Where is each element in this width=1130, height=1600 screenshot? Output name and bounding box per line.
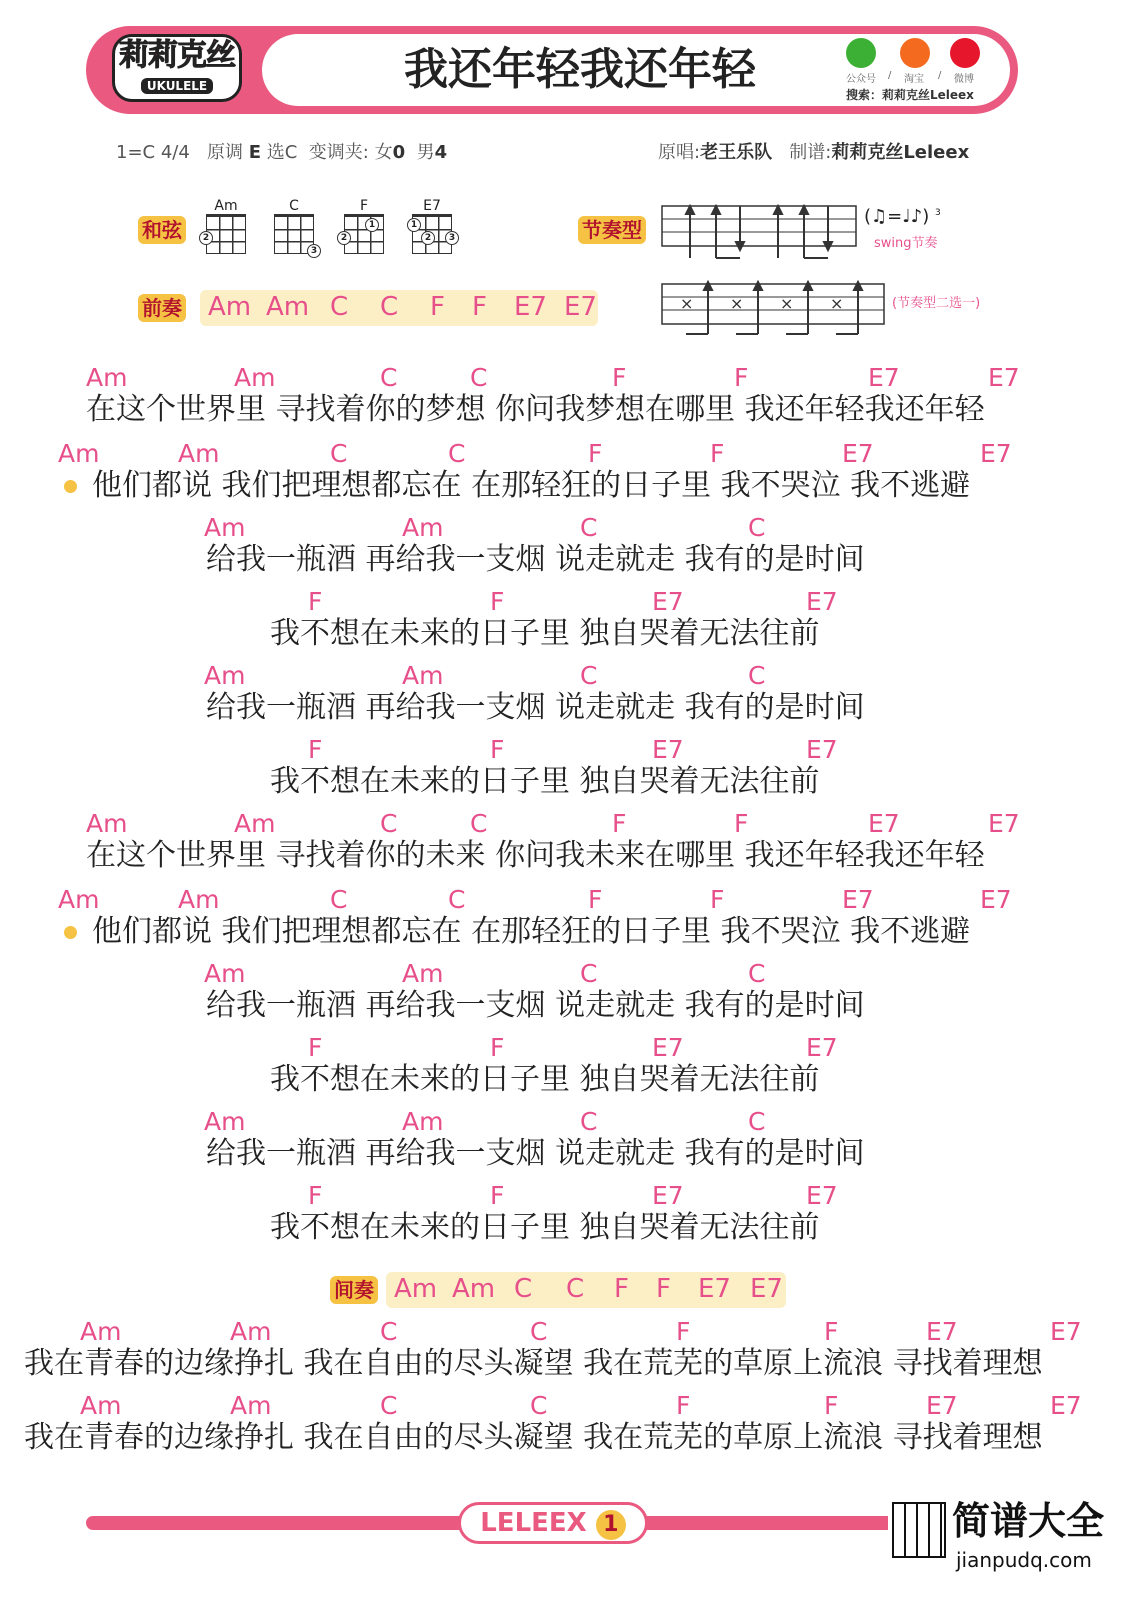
- wechat-label: 公众号: [846, 74, 876, 85]
- swing-label: swing节奏: [874, 236, 938, 251]
- chord-label: Am: [80, 1391, 122, 1420]
- singer-label: 原唱:: [658, 142, 701, 163]
- chord-label: Am: [402, 959, 444, 988]
- chord-label: E7: [1050, 1317, 1082, 1346]
- finger-dot: 3: [307, 244, 321, 258]
- chord-label: F: [308, 735, 323, 764]
- credits-info: [658, 138, 969, 164]
- maker-label: 制谱:: [789, 142, 832, 163]
- chord-label: E7: [868, 809, 900, 838]
- chord-label: E7: [988, 363, 1020, 392]
- lyric-line: 我不想在未来的日子里 独自哭着无法往前: [270, 1062, 820, 1097]
- lyric-line: 他们都说 我们把理想都忘在 在那轻狂的日子里 我不哭泣 我不逃避: [92, 468, 971, 503]
- chord-label: Am: [234, 809, 276, 838]
- chord-label: E7: [652, 587, 684, 616]
- chord-label: F: [612, 363, 627, 392]
- prelude-tag: 前奏: [138, 294, 186, 322]
- chord-label: Am: [402, 661, 444, 690]
- strip-chord-label: Am: [452, 1274, 496, 1304]
- chord-label: Am: [86, 809, 128, 838]
- chord-label: C: [748, 959, 766, 988]
- chord-label: C: [530, 1317, 548, 1346]
- lyric-line: 我不想在未来的日子里 独自哭着无法往前: [270, 1210, 820, 1245]
- chosen-key-label: 选: [266, 142, 285, 163]
- chord-label: E7: [842, 885, 874, 914]
- swing-triplet-mark: 3: [934, 208, 941, 218]
- svg-text:×: ×: [830, 294, 844, 313]
- chord-label: E7: [926, 1317, 958, 1346]
- strip-chord-label: E7: [514, 292, 547, 322]
- chord-label: C: [530, 1391, 548, 1420]
- section-bullet: [64, 480, 77, 493]
- piano-logo-icon: [892, 1502, 946, 1558]
- orig-key-label: 原调: [206, 142, 243, 163]
- rhythm-pattern-1: [660, 202, 860, 262]
- capo-label: 变调夹:: [308, 142, 369, 163]
- chord-label: C: [380, 809, 398, 838]
- chord-label: C: [748, 1107, 766, 1136]
- strip-chord-label: E7: [750, 1274, 783, 1304]
- chord-label: F: [734, 363, 749, 392]
- chord-label: C: [470, 809, 488, 838]
- lyric-line: 在这个世界里 寻找着你的未来 你问我未来在哪里 我还年轻我还年轻: [86, 838, 985, 873]
- rhythm-pattern-2: [660, 278, 890, 338]
- chord-label: F: [588, 885, 603, 914]
- chord-label: E7: [652, 1033, 684, 1062]
- chord-label: E7: [806, 1181, 838, 1210]
- chord-label: E7: [980, 885, 1012, 914]
- svg-text:×: ×: [730, 294, 744, 313]
- chord-label: Am: [204, 959, 246, 988]
- chord-label: F: [490, 1181, 505, 1210]
- chord-diagram-name: F: [359, 198, 369, 214]
- chord-label: Am: [80, 1317, 122, 1346]
- strip-chord-label: F: [430, 292, 445, 322]
- lyric-line: 他们都说 我们把理想都忘在 在那轻狂的日子里 我不哭泣 我不逃避: [92, 914, 971, 949]
- page-number: 1: [596, 1510, 626, 1540]
- strip-chord-label: F: [656, 1274, 671, 1304]
- chord-label: C: [448, 885, 466, 914]
- chord-label: Am: [230, 1391, 272, 1420]
- strip-chord-label: E7: [698, 1274, 731, 1304]
- strip-chord-label: C: [566, 1274, 585, 1304]
- orig-key: E: [248, 142, 261, 163]
- chord-label: Am: [204, 513, 246, 542]
- male-label: 男: [416, 142, 435, 163]
- female-label: 女: [374, 142, 393, 163]
- chord-label: C: [380, 1317, 398, 1346]
- fretboard-grid: [410, 214, 456, 254]
- section-bullet: [64, 926, 77, 939]
- chord-label: F: [490, 587, 505, 616]
- fretboard-grid: [274, 214, 318, 256]
- song-title: 我还年轻我还年轻: [404, 44, 756, 95]
- chord-label: C: [580, 513, 598, 542]
- chord-label: Am: [234, 363, 276, 392]
- chord-label: Am: [58, 885, 100, 914]
- taobao-label: 淘宝: [904, 74, 924, 85]
- chord-label: Am: [230, 1317, 272, 1346]
- chord-label: C: [330, 885, 348, 914]
- chord-diagram-f: [340, 198, 384, 254]
- strip-chord-label: F: [614, 1274, 629, 1304]
- chord-label: F: [588, 439, 603, 468]
- logo-subtext: UKULELE: [141, 78, 213, 94]
- chord-label: F: [710, 885, 725, 914]
- chord-label: F: [308, 1181, 323, 1210]
- key-time: 1=C 4/4: [116, 142, 190, 163]
- chord-label: F: [308, 1033, 323, 1062]
- fretboard-grid: [202, 214, 246, 254]
- chord-label: Am: [402, 1107, 444, 1136]
- strip-chord-label: E7: [564, 292, 597, 322]
- chord-diagram-am: [202, 198, 246, 254]
- chord-label: Am: [204, 661, 246, 690]
- chord-label: E7: [988, 809, 1020, 838]
- svg-text:×: ×: [780, 294, 794, 313]
- maker: 莉莉克丝Leleex: [831, 142, 970, 163]
- lyric-line: 给我一瓶酒 再给我一支烟 说走就走 我有的是时间: [206, 988, 865, 1023]
- swing-formula-text: (♫=♩♪): [864, 206, 930, 227]
- chord-diagram-name: C: [289, 198, 299, 214]
- lyric-line: 给我一瓶酒 再给我一支烟 说走就走 我有的是时间: [206, 542, 865, 577]
- rhythm-tag: 节奏型: [578, 216, 646, 244]
- chord-label: E7: [652, 735, 684, 764]
- chords-tag: 和弦: [138, 216, 186, 244]
- chord-label: E7: [868, 363, 900, 392]
- chord-label: E7: [1050, 1391, 1082, 1420]
- chord-label: Am: [178, 885, 220, 914]
- chord-label: F: [490, 735, 505, 764]
- lyric-line: 在这个世界里 寻找着你的梦想 你问我梦想在哪里 我还年轻我还年轻: [86, 392, 985, 427]
- chord-label: C: [580, 959, 598, 988]
- brand-logo: [112, 34, 242, 102]
- singer: 老王乐队: [700, 142, 773, 163]
- chord-label: E7: [806, 1033, 838, 1062]
- chord-label: F: [612, 809, 627, 838]
- chord-label: C: [380, 1391, 398, 1420]
- chord-label: C: [330, 439, 348, 468]
- strip-chord-label: C: [380, 292, 399, 322]
- search-hint: 搜索：莉莉克丝Leleex: [846, 88, 974, 102]
- svg-text:×: ×: [680, 294, 694, 313]
- rhythm-alt-note: (节奏型二选一): [892, 296, 981, 311]
- weibo-icon: [950, 38, 980, 68]
- chord-label: F: [490, 1033, 505, 1062]
- weibo-label: 微博: [954, 74, 974, 85]
- chord-label: Am: [402, 513, 444, 542]
- chosen-key: C: [284, 142, 298, 163]
- fretboard-grid: [340, 214, 384, 254]
- site-title: 简谱大全: [952, 1499, 1105, 1543]
- strip-chord-label: Am: [266, 292, 310, 322]
- chord-label: F: [824, 1317, 839, 1346]
- male-capo: 4: [434, 142, 448, 163]
- strip-chord-label: C: [330, 292, 349, 322]
- chord-label: F: [676, 1391, 691, 1420]
- chord-label: C: [380, 363, 398, 392]
- finger-dot: 2: [421, 231, 435, 245]
- social-separator: /: [888, 70, 892, 81]
- finger-dot: 1: [407, 218, 421, 232]
- chord-label: F: [734, 809, 749, 838]
- strip-chord-label: F: [472, 292, 487, 322]
- lyric-line: 给我一瓶酒 再给我一支烟 说走就走 我有的是时间: [206, 1136, 865, 1171]
- chord-diagram-c: [274, 198, 318, 256]
- chord-label: F: [710, 439, 725, 468]
- chord-label: F: [676, 1317, 691, 1346]
- social-separator: /: [938, 70, 942, 81]
- key-info: [116, 138, 447, 164]
- chord-label: C: [748, 661, 766, 690]
- chord-label: C: [580, 661, 598, 690]
- finger-dot: 2: [199, 231, 213, 245]
- strip-chord-label: Am: [208, 292, 252, 322]
- logo-text: 莉莉克丝: [119, 38, 235, 73]
- chord-diagram-name: E7: [423, 198, 441, 214]
- lyric-line: 我在青春的边缘挣扎 我在自由的尽头凝望 我在荒芜的草原上流浪 寻找着理想: [24, 1346, 1043, 1381]
- lyric-line: 给我一瓶酒 再给我一支烟 说走就走 我有的是时间: [206, 690, 865, 725]
- chord-label: F: [824, 1391, 839, 1420]
- chord-label: E7: [806, 735, 838, 764]
- lyric-line: 我在青春的边缘挣扎 我在自由的尽头凝望 我在荒芜的草原上流浪 寻找着理想: [24, 1420, 1043, 1455]
- chord-diagram-name: Am: [214, 198, 238, 214]
- wechat-icon: [846, 38, 876, 68]
- lyric-line: 我不想在未来的日子里 独自哭着无法往前: [270, 764, 820, 799]
- chord-label: E7: [806, 587, 838, 616]
- chord-label: E7: [652, 1181, 684, 1210]
- lyric-line: 我不想在未来的日子里 独自哭着无法往前: [270, 616, 820, 651]
- chord-label: Am: [204, 1107, 246, 1136]
- finger-dot: 3: [445, 231, 459, 245]
- chord-label: C: [448, 439, 466, 468]
- chord-label: Am: [86, 363, 128, 392]
- finger-dot: 1: [365, 218, 379, 232]
- chord-label: E7: [926, 1391, 958, 1420]
- finger-dot: 2: [337, 231, 351, 245]
- chord-label: Am: [178, 439, 220, 468]
- chord-diagram-e7: [410, 198, 456, 254]
- footer-badge: [458, 1502, 648, 1544]
- interlude-tag: 间奏: [330, 1276, 378, 1304]
- chord-label: Am: [58, 439, 100, 468]
- chord-label: E7: [980, 439, 1012, 468]
- chord-label: C: [470, 363, 488, 392]
- footer-brand: LELEEX: [480, 1508, 587, 1538]
- chord-label: C: [580, 1107, 598, 1136]
- chord-label: E7: [842, 439, 874, 468]
- strip-chord-label: C: [514, 1274, 533, 1304]
- chord-label: C: [748, 513, 766, 542]
- site-url: jianpudq.com: [956, 1548, 1092, 1572]
- female-capo: 0: [392, 142, 406, 163]
- chord-label: F: [308, 587, 323, 616]
- taobao-icon: [900, 38, 930, 68]
- swing-formula: [864, 206, 941, 227]
- strip-chord-label: Am: [394, 1274, 438, 1304]
